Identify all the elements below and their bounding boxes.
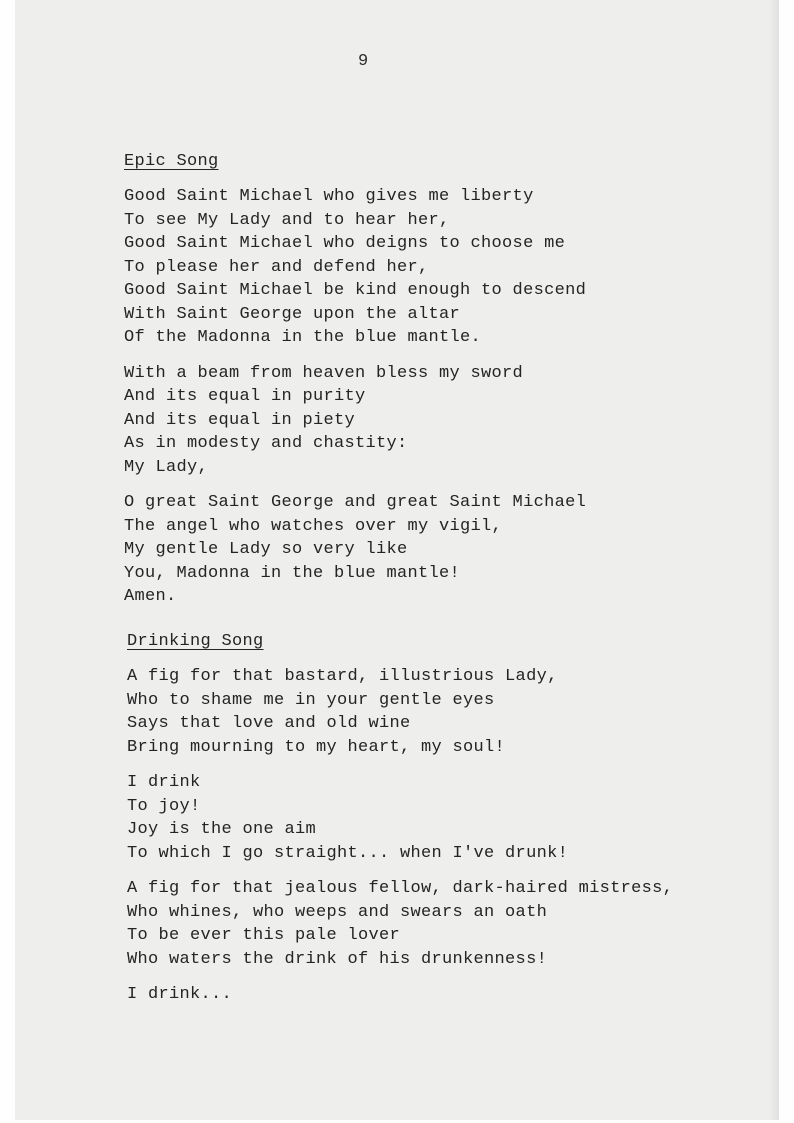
epic-song-section xyxy=(124,152,586,621)
drinking-song-title: Drinking Song xyxy=(127,632,264,651)
poem-line: Says that love and old wine xyxy=(127,714,411,733)
drinking-song-stanza-1 xyxy=(127,665,673,759)
drinking-song-stanza-4 xyxy=(127,983,673,1007)
poem-line: Good Saint Michael be kind enough to descend xyxy=(124,281,587,300)
poem-line: To see My Lady and to hear her, xyxy=(124,210,450,230)
poem-line: The angel who watches over my vigil, xyxy=(124,516,503,536)
drinking-song-section xyxy=(127,632,673,1019)
poem-line: With Saint George upon the altar xyxy=(124,304,461,324)
poem-line: Amen. xyxy=(124,587,177,606)
poem-line: Bring mourning to my heart, my soul! xyxy=(127,737,506,757)
poem-line: I drink... xyxy=(127,985,233,1004)
poem-line: Who to shame me in your gentle eyes xyxy=(127,690,495,710)
poem-line: And its equal in purity xyxy=(124,387,366,406)
epic-song-stanza-2 xyxy=(124,362,586,480)
drinking-song-stanza-2 xyxy=(127,771,673,865)
poem-line: As in modesty and chastity: xyxy=(124,434,408,453)
poem-line: My Lady, xyxy=(124,457,209,477)
poem-line: Of the Madonna in the blue mantle. xyxy=(124,328,482,347)
epic-song-stanza-3 xyxy=(124,491,586,609)
poem-line: Joy is the one aim xyxy=(127,820,317,839)
poem-line: To be ever this pale lover xyxy=(127,926,401,945)
poem-line: To please her and defend her, xyxy=(124,257,429,277)
poem-line: Good Saint Michael who deigns to choose me xyxy=(124,234,566,253)
poem-line: I drink xyxy=(127,773,201,792)
poem-line: O great Saint George and great Saint Michael xyxy=(124,493,587,512)
poem-line: A fig for that jealous fellow, dark-haired mistress, xyxy=(127,879,674,898)
poem-line: To joy! xyxy=(127,796,201,816)
poem-line: You, Madonna in the blue mantle! xyxy=(124,563,461,583)
poem-line: A fig for that bastard, illustrious Lady, xyxy=(127,667,558,686)
poem-line: Who waters the drink of his drunkenness! xyxy=(127,949,548,969)
page-number: 9 xyxy=(358,52,369,71)
poem-line: Good Saint Michael who gives me liberty xyxy=(124,187,534,206)
document-page xyxy=(15,0,779,1120)
epic-song-title: Epic Song xyxy=(124,152,219,171)
drinking-song-stanza-3 xyxy=(127,877,673,971)
page-edge-shadow xyxy=(769,0,779,1120)
epic-song-stanza-1 xyxy=(124,185,586,350)
poem-line: And its equal in piety xyxy=(124,410,356,430)
poem-line: With a beam from heaven bless my sword xyxy=(124,363,524,383)
poem-line: Who whines, who weeps and swears an oath xyxy=(127,902,548,922)
poem-line: To which I go straight... when I've drunk! xyxy=(127,843,569,863)
poem-line: My gentle Lady so very like xyxy=(124,540,408,559)
